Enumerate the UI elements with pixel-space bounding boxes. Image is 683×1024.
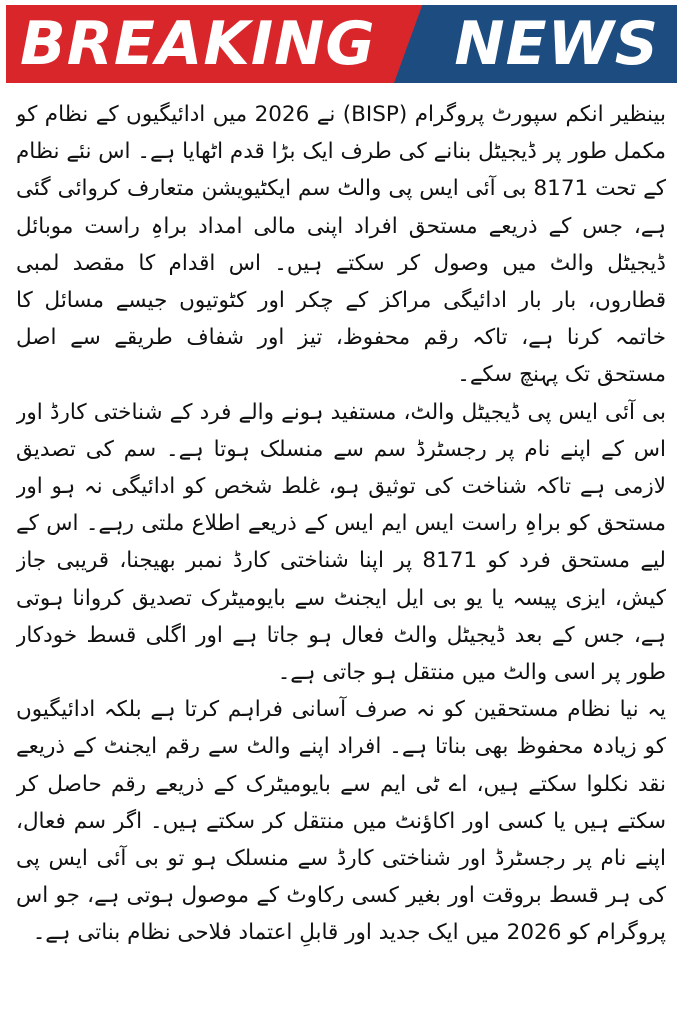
article-paragraph-1: بینظیر انکم سپورٹ پروگرام (BISP) نے 2026 میں ادائیگیوں کے نظام کو مکمل طور پر ڈیجیٹل بنانے کی طرف ایک بڑا قدم اٹھایا ہے۔ اس نئے نظام کے تحت 8171 بی آئی ایس پی والٹ سم ایکٹیویشن متعارف کروائی گئی ہے، جس کے ذریعے مستحق افراد اپنی مالی امداد براہِ راست موبائل ڈیجیٹل والٹ میں وصول کر سکتے ہیں۔ اس اقدام کا مقصد لمبی قطاروں، بار بار ادائیگی مراکز کے چکر اور کٹوتیوں جیسے مسائل کا خاتمہ کرنا ہے، تاکہ رقم محفوظ، تیز اور شفاف طریقے سے اصل مستحق تک پہنچ سکے۔	[16, 102, 666, 388]
banner-news-text: NEWS	[454, 9, 659, 79]
article-body	[16, 96, 666, 1016]
article-paragraph-2: بی آئی ایس پی ڈیجیٹل والٹ، مستفید ہونے والے فرد کے شناختی کارڈ اور اس کے اپنے نام پر رجسٹرڈ سم سے منسلک ہوتا ہے۔ سم کی تصدیق لازمی ہے تاکہ شناخت کی توثیق ہو، غلط شخص کو ادائیگی نہ ہو اور مستحق کو براہِ راست ایس ایم ایس کے ذریعے اطلاع ملتی رہے۔ اس کے لیے مستحق فرد کو 8171 پر اپنا شناختی کارڈ نمبر بھیجنا، قریبی جاز کیش، ایزی پیسہ یا یو بی ایل ایجنٹ سے بایومیٹرک تصدیق کروانا ہوتی ہے، جس کے بعد ڈیجیٹل والٹ فعال ہو جاتا ہے اور اگلی قسط خودکار طور پر اسی والٹ میں منتقل ہو جاتی ہے۔	[16, 399, 666, 686]
breaking-news-banner	[6, 5, 677, 83]
article-paragraph-3: یہ نیا نظام مستحقین کو نہ صرف آسانی فراہم کرتا ہے بلکہ ادائیگیوں کو زیادہ محفوظ بھی بناتا ہے۔ افراد اپنے والٹ سے رقم ایجنٹ کے ذریعے نقد نکلوا سکتے ہیں، اے ٹی ایم سے بایومیٹرک کے ذریعے رقم حاصل کر سکتے ہیں یا کسی اور اکاؤنٹ میں منتقل کر سکتے ہیں۔ اگر سم فعال، اپنے نام پر رجسٹرڈ اور شناختی کارڈ سے منسلک ہو تو بی آئی ایس پی کی ہر قسط بروقت اور بغیر کسی رکاوٹ کے موصول ہوتی ہے، جو اس پروگرام کو 2026 میں ایک جدید اور قابلِ اعتماد فلاحی نظام بناتی ہے۔	[16, 697, 666, 946]
banner-breaking-text: BREAKING	[20, 9, 376, 79]
